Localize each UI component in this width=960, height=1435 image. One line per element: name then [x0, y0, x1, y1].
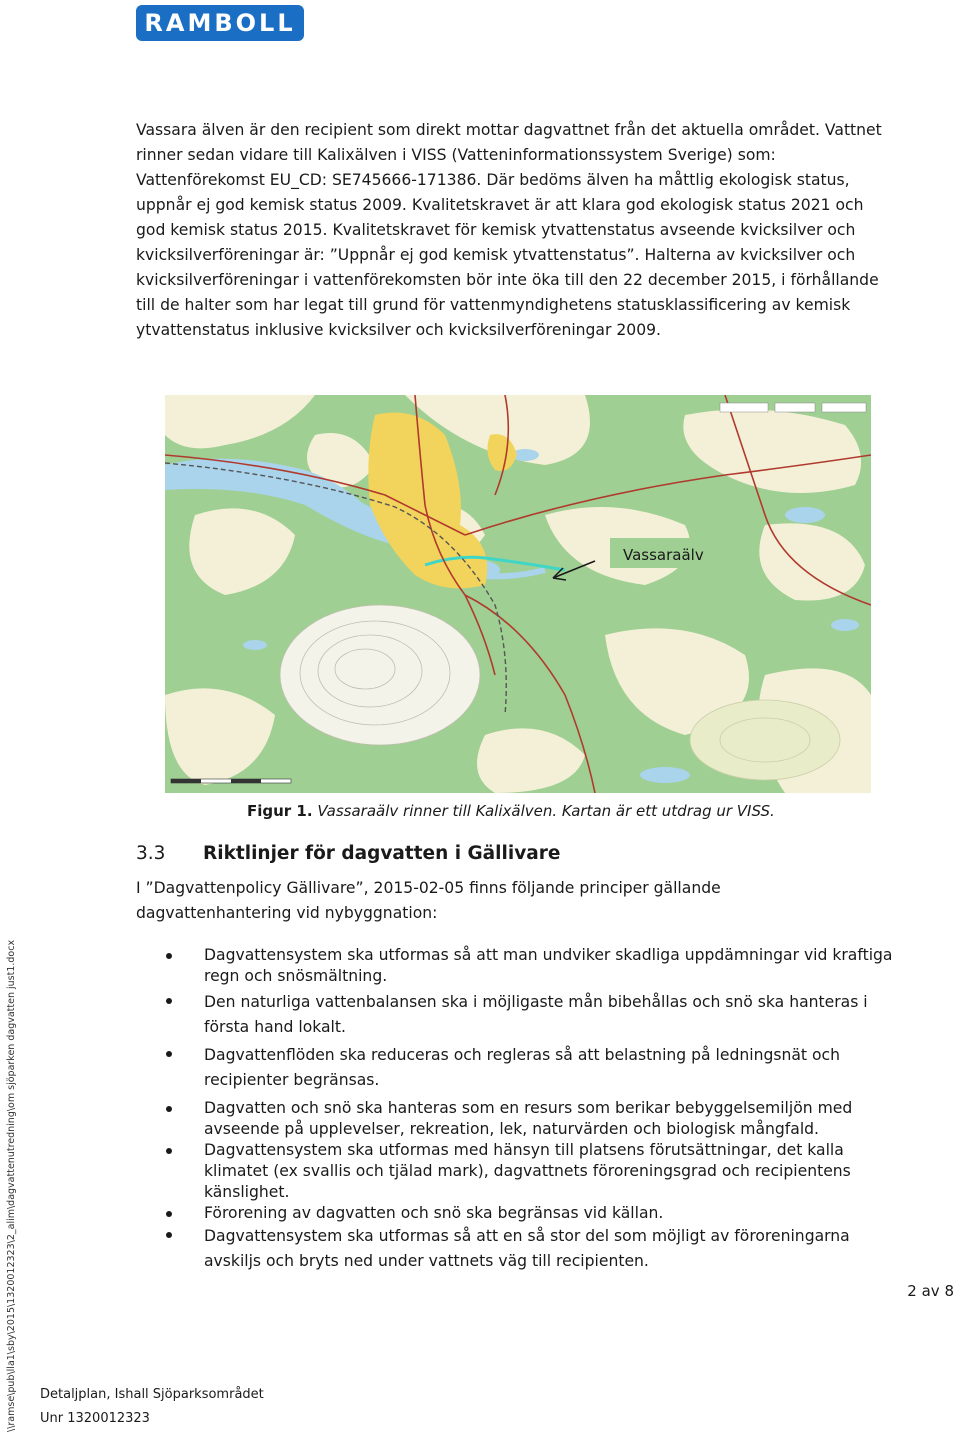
- map-scale-bar: [171, 779, 291, 783]
- list-item: [136, 945, 896, 987]
- list-item: [136, 1224, 896, 1274]
- bullet-icon: [166, 1051, 172, 1057]
- map-mountain: [280, 605, 480, 745]
- list-item-text: Förorening av dagvatten och snö ska begränsas vid källan.: [204, 1204, 664, 1222]
- bullet-icon: [166, 953, 172, 959]
- bullet-icon: [166, 1148, 172, 1154]
- ramboll-logo: RAMBOLL: [136, 5, 304, 41]
- list-item: [136, 1098, 896, 1140]
- principles-list: [136, 945, 896, 1274]
- figure-caption: [247, 802, 775, 820]
- list-item: [136, 1203, 896, 1224]
- list-item-text: Dagvattensystem ska utformas så att man undviker skadliga uppdämningar vid kraftiga regn och snösmältning.: [204, 946, 893, 985]
- section-number: 3.3: [136, 843, 166, 864]
- list-item-text: Den naturliga vattenbalansen ska i möjligaste mån bibehållas och snö ska hanteras i första hand lokalt.: [204, 993, 868, 1036]
- figure-caption-text: Vassaraälv rinner till Kalixälven. Kartan är ett utdrag ur VISS.: [317, 802, 775, 820]
- list-item-text: Dagvattensystem ska utformas med hänsyn till platsens förutsättningar, det kalla klimatet (ex svallis och tjälad mark), dagvattnets föroreningsgrad och recipientens känslighet.: [204, 1141, 851, 1201]
- section-title: Riktlinjer för dagvatten i Gällivare: [203, 843, 561, 864]
- footer-unr: Unr 1320012323: [40, 1411, 150, 1426]
- list-item: [136, 990, 896, 1040]
- map-hill-east: [690, 700, 840, 780]
- list-item-text: Dagvattenflöden ska reduceras och regleras så att belastning på ledningsnät och recipienter begränsas.: [204, 1046, 841, 1089]
- list-item: [136, 1140, 896, 1203]
- intro-paragraph: Vassara älven är den recipient som direkt mottar dagvattnet från det aktuella området. Vattnet rinner sedan vidare till Kalixälven i VISS (Vatteninformationssystem Sverige) som: Vattenförekomst EU_CD: SE745666-171386. Där bedöms älven ha måttlig ekologisk status, uppnår ej god kemisk status 2009. Kvalitetskravet är att klara god ekologisk status 2021 och god kemisk status 2015. Kvalitetskravet för kemisk ytvattenstatus avseende kvicksilver och kvicksilverföreningar är: ”Uppnår ej god kemisk ytvattenstatus”. Halterna av kvicksilver och kvicksilverföreningar i vattenförekomsten bör inte öka till den 22 december 2015, i förhållande till de halter som har legat till grund för vattenmyndighetens statusklassificering av kemisk ytvattenstatus inklusive kvicksilver och kvicksilverföreningar 2009.: [136, 121, 882, 339]
- section-intro: I ”Dagvattenpolicy Gällivare”, 2015-02-05 finns följande principer gällande dagvattenhantering vid nybyggnation:: [136, 879, 721, 922]
- list-item: [136, 1043, 896, 1093]
- bullet-icon: [166, 998, 172, 1004]
- section-heading: [136, 843, 560, 864]
- bullet-icon: [166, 1106, 172, 1112]
- page-number: 2 av 8: [907, 1282, 954, 1300]
- map-legend: [720, 403, 866, 412]
- bullet-icon: [166, 1232, 172, 1238]
- bullet-icon: [166, 1211, 172, 1217]
- viss-map: [165, 395, 871, 793]
- side-file-path: \\ramse\pub\lla1\sby\2015\1320012323\2_alim\dagvattenutredning\om sjöparken dagvatten just1.docx: [6, 939, 17, 1432]
- map-river-label: Vassaraälv: [623, 546, 704, 564]
- figure-label: Figur 1.: [247, 802, 313, 820]
- footer-project: Detaljplan, Ishall Sjöparksområdet: [40, 1387, 264, 1402]
- list-item-text: Dagvattensystem ska utformas så att en så stor del som möjligt av föroreningarna avskiljs och bryts ned under vattnets väg till recipienten.: [204, 1227, 850, 1270]
- list-item-text: Dagvatten och snö ska hanteras som en resurs som berikar bebyggelsemiljön med avseende på upplevelser, rekreation, lek, naturvärden och biologisk mångfald.: [204, 1099, 853, 1138]
